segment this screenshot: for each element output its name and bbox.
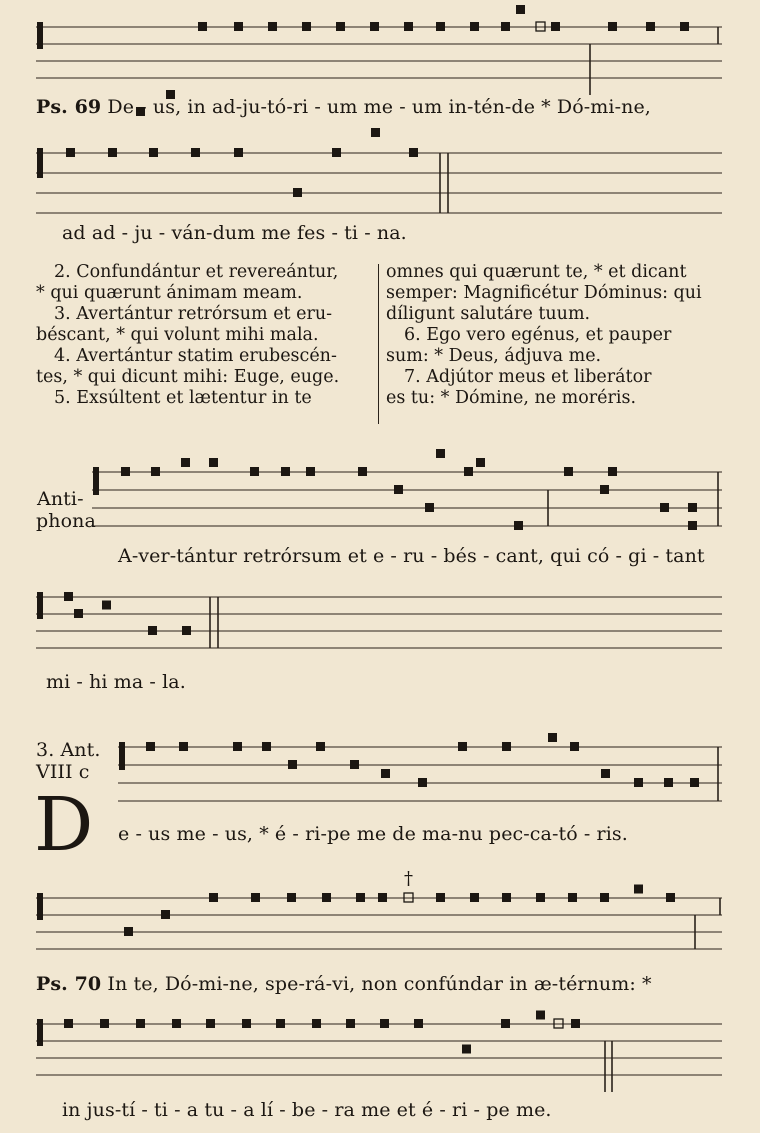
neume-note [381, 769, 390, 778]
psalm70-text-line2: in jus-tí - ti - a tu - a lí - be - ra me et é - ri - pe me. [62, 1099, 552, 1121]
neume-note [281, 467, 290, 476]
neume-note [151, 467, 160, 476]
verse-line: semper: Magnificétur Dóminus: qui [386, 283, 702, 303]
neume-note [646, 22, 655, 31]
neume-note [336, 22, 345, 31]
clef-icon [37, 592, 43, 619]
neume-note [418, 778, 427, 787]
neume-note [250, 467, 259, 476]
neume-note [64, 1019, 73, 1028]
verse-line: 5. Exsúltent et lætentur in te [54, 388, 312, 408]
neume-note [536, 1011, 545, 1020]
neume-note [316, 742, 325, 751]
neume-note [206, 1019, 215, 1028]
neume-note [394, 485, 403, 494]
psalm69-lyrics-1: De - us, in ad-ju-tó-ri - um me - um in-tén-de * Dó-mi-ne, [107, 96, 651, 118]
verse-line: 6. Ego vero egénus, et pauper [404, 325, 672, 345]
neume-note [350, 760, 359, 769]
neume-note [312, 1019, 321, 1028]
antiphona-label-2: phona [36, 510, 96, 532]
neume-note [608, 467, 617, 476]
neume-note [262, 742, 271, 751]
neume-note [66, 148, 75, 157]
clef-icon [37, 148, 43, 178]
neume-note [608, 22, 617, 31]
clef-icon [37, 893, 43, 920]
neume-note [634, 885, 643, 894]
neume-note [380, 1019, 389, 1028]
verse-line: tes, * qui dicunt mihi: Euge, euge. [36, 367, 340, 387]
neume-note [209, 458, 218, 467]
neume-note [601, 769, 610, 778]
neume-note [100, 1019, 109, 1028]
verse-line: díligunt salutáre tuum. [386, 304, 591, 324]
neume-note [600, 893, 609, 902]
neume-note [198, 22, 207, 31]
neume-note [371, 128, 380, 137]
neume-note [172, 1019, 181, 1028]
neume-note [293, 188, 302, 197]
psalm70-text-line1 [36, 974, 652, 995]
neume-note [234, 22, 243, 31]
ant3-text-line1: e - us me - us, * é - ri-pe me de ma-nu pec-ca-tó - ris. [118, 823, 628, 845]
neume-note [536, 893, 545, 902]
neume-note [74, 609, 83, 618]
neume-note [690, 778, 699, 787]
psalm70-lyrics-1: In te, Dó-mi-ne, spe-rá-vi, non confúndar in æ-térnum: * [107, 973, 652, 995]
neume-note [251, 893, 260, 902]
neume-note [306, 467, 315, 476]
verse-line: 3. Avertántur retrórsum et eru- [54, 304, 333, 324]
neume-note [409, 148, 418, 157]
neume-note [688, 503, 697, 512]
verse-line: 2. Confundántur et revereántur, [54, 262, 339, 282]
neume-note [191, 148, 200, 157]
antiphona-text-line2: mi - hi ma - la. [46, 671, 186, 693]
neume-note [425, 503, 434, 512]
neume-note [287, 893, 296, 902]
neume-note [688, 521, 697, 530]
neume-note [551, 22, 560, 31]
verse-line: 7. Adjútor meus et liberátor [404, 367, 652, 387]
antiphona-label-1: Anti- [37, 488, 84, 510]
psalm69-text-line1 [36, 97, 651, 118]
neume-note [64, 592, 73, 601]
neume-note [358, 467, 367, 476]
neume-note [356, 893, 365, 902]
neume-note [571, 1019, 580, 1028]
antiphona-text-line1: A-ver-tántur retrórsum et e - ru - bés - cant, qui có - gi - tant [118, 545, 705, 567]
neume-note [502, 893, 511, 902]
neume-note [108, 148, 117, 157]
neume-note [564, 467, 573, 476]
neume-note [148, 626, 157, 635]
clef-icon [93, 467, 99, 495]
psalm69-text-line2: ad ad - ju - ván-dum me fes - ti - na. [62, 222, 407, 244]
neume-note [514, 521, 523, 530]
neume-note [568, 893, 577, 902]
neume-note [288, 760, 297, 769]
neume-note [501, 22, 510, 31]
neume-note [664, 778, 673, 787]
neume-note [102, 601, 111, 610]
neume-note [436, 449, 445, 458]
initial-letter: D [34, 782, 94, 868]
neume-note [276, 1019, 285, 1028]
ant3-label-1: 3. Ant. [36, 739, 101, 761]
neume-note [181, 458, 190, 467]
neume-note [600, 485, 609, 494]
column-divider [378, 264, 379, 424]
neume-note [436, 22, 445, 31]
psalm69-label: Ps. 69 [36, 96, 102, 118]
neume-note [548, 733, 557, 742]
neume-note [209, 893, 218, 902]
verse-line: 4. Avertántur statim erubescén- [54, 346, 337, 366]
neume-note [462, 1045, 471, 1054]
verse-line: es tu: * Dómine, ne moréris. [386, 388, 637, 408]
neume-note [332, 148, 341, 157]
verse-line: sum: * Deus, ádjuva me. [386, 346, 602, 366]
neume-note [502, 742, 511, 751]
neume-note [464, 467, 473, 476]
neume-note [121, 467, 130, 476]
neume-note [470, 22, 479, 31]
neume-note [322, 893, 331, 902]
verse-line: omnes qui quærunt te, * et dicant [386, 262, 687, 282]
ant3-label-2: VIII c [36, 761, 90, 783]
neume-note [124, 927, 133, 936]
neume-note [242, 1019, 251, 1028]
neume-note [634, 778, 643, 787]
neume-note [570, 742, 579, 751]
neume-note [378, 893, 387, 902]
neume-note [516, 5, 525, 14]
cross-mark: † [404, 868, 413, 889]
psalm70-label: Ps. 70 [36, 973, 102, 995]
neume-note [161, 910, 170, 919]
neume-note [182, 626, 191, 635]
neume-note [666, 893, 675, 902]
neume-note [233, 742, 242, 751]
neume-note [404, 22, 413, 31]
neume-note [436, 893, 445, 902]
neume-note [149, 148, 158, 157]
clef-icon [37, 1019, 43, 1046]
clef-icon [37, 22, 43, 49]
neume-note [470, 893, 479, 902]
neume-note [302, 22, 311, 31]
neume-note [370, 22, 379, 31]
neume-note [414, 1019, 423, 1028]
neume-note [268, 22, 277, 31]
clef-icon [119, 742, 125, 770]
neume-note [501, 1019, 510, 1028]
neume-note [680, 22, 689, 31]
verse-line: * qui quærunt ánimam meam. [36, 283, 303, 303]
neume-note [146, 742, 155, 751]
neume-note [136, 1019, 145, 1028]
verses-right-column [386, 262, 726, 409]
neume-note [179, 742, 188, 751]
neume-note [346, 1019, 355, 1028]
neume-note [234, 148, 243, 157]
verse-line: béscant, * qui volunt mihi mala. [36, 325, 319, 345]
neume-note [476, 458, 485, 467]
neume-note [458, 742, 467, 751]
verses-left-column [36, 262, 370, 409]
neume-note [660, 503, 669, 512]
